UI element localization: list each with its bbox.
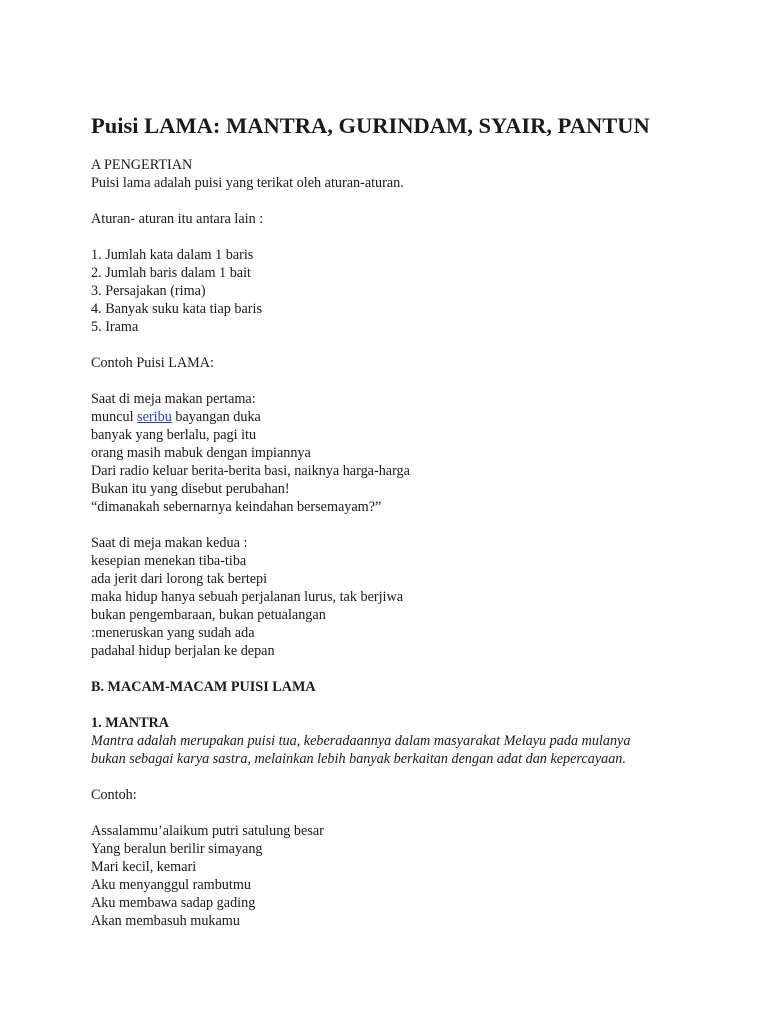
poem1-line: “dimanakah sebernarnya keindahan bersemayam?”: [91, 499, 382, 515]
spacer: [91, 192, 731, 210]
spacer: [91, 228, 731, 246]
spacer: [91, 372, 731, 390]
spacer: [91, 516, 731, 534]
poem1-text: muncul: [91, 409, 138, 425]
mantra-example-line: Mari kecil, kemari: [91, 859, 197, 875]
poem1-line: Dari radio keluar berita-berita basi, naiknya harga-harga: [91, 463, 410, 479]
poem1-line: banyak yang berlalu, pagi itu: [91, 427, 257, 443]
mantra-description: Mantra adalah merupakan puisi tua, keberadaannya dalam masyarakat Melayu pada mulanya: [91, 733, 631, 749]
example-label: Contoh Puisi LAMA:: [91, 355, 214, 371]
poem2-line: ada jerit dari lorong tak bertepi: [91, 571, 268, 587]
mantra-example-label: Contoh:: [91, 787, 137, 803]
rules-intro: Aturan- aturan itu antara lain :: [91, 211, 264, 227]
mantra-example-line: Aku membawa sadap gading: [91, 895, 256, 911]
spacer: [91, 696, 731, 714]
section-a-heading: A PENGERTIAN: [91, 157, 193, 173]
poem2-line: padahal hidup berjalan ke depan: [91, 643, 275, 659]
poem1-line: Bukan itu yang disebut perubahan!: [91, 481, 290, 497]
poem1-text: bayangan duka: [171, 409, 261, 425]
poem1-line: orang masih mabuk dengan impiannya: [91, 445, 311, 461]
poem2-line: Saat di meja makan kedua :: [91, 535, 248, 551]
poem2-line: :meneruskan yang sudah ada: [91, 625, 255, 641]
poem2-line: kesepian menekan tiba-tiba: [91, 553, 247, 569]
mantra-heading: 1. MANTRA: [91, 715, 170, 731]
mantra-description: bukan sebagai karya sastra, melainkan lebih banyak berkaitan dengan adat dan kepercayaan.: [91, 751, 626, 767]
mantra-example-line: Akan membasuh mukamu: [91, 913, 240, 929]
rule-item: 4. Banyak suku kata tiap baris: [91, 301, 262, 317]
mantra-example-line: Yang beralun berilir simayang: [91, 841, 263, 857]
mantra-example-line: Aku menyanggul rambutmu: [91, 877, 251, 893]
poem2-line: maka hidup hanya sebuah perjalanan lurus, tak berjiwa: [91, 589, 404, 605]
spacer: [91, 768, 731, 786]
mantra-example-line: Assalammu’alaikum putri satulung besar: [91, 823, 324, 839]
poem1-line: Saat di meja makan pertama:: [91, 391, 256, 407]
spacer: [91, 336, 731, 354]
poem1-line-with-link: [91, 408, 731, 426]
rule-item: 5. Irama: [91, 319, 139, 335]
rule-item: 2. Jumlah baris dalam 1 bait: [91, 265, 251, 281]
definition-text: Puisi lama adalah puisi yang terikat oleh aturan-aturan.: [91, 175, 404, 191]
section-b-heading: B. MACAM-MACAM PUISI LAMA: [91, 679, 316, 695]
rule-item: 1. Jumlah kata dalam 1 baris: [91, 247, 254, 263]
rule-item: 3. Persajakan (rima): [91, 283, 206, 299]
spacer: [91, 660, 731, 678]
seribu-link[interactable]: seribu: [137, 409, 172, 425]
poem2-line: bukan pengembaraan, bukan petualangan: [91, 607, 326, 623]
spacer: [91, 804, 731, 822]
document-content: [91, 112, 731, 930]
page-title: Puisi LAMA: MANTRA, GURINDAM, SYAIR, PANTUN: [91, 113, 650, 138]
